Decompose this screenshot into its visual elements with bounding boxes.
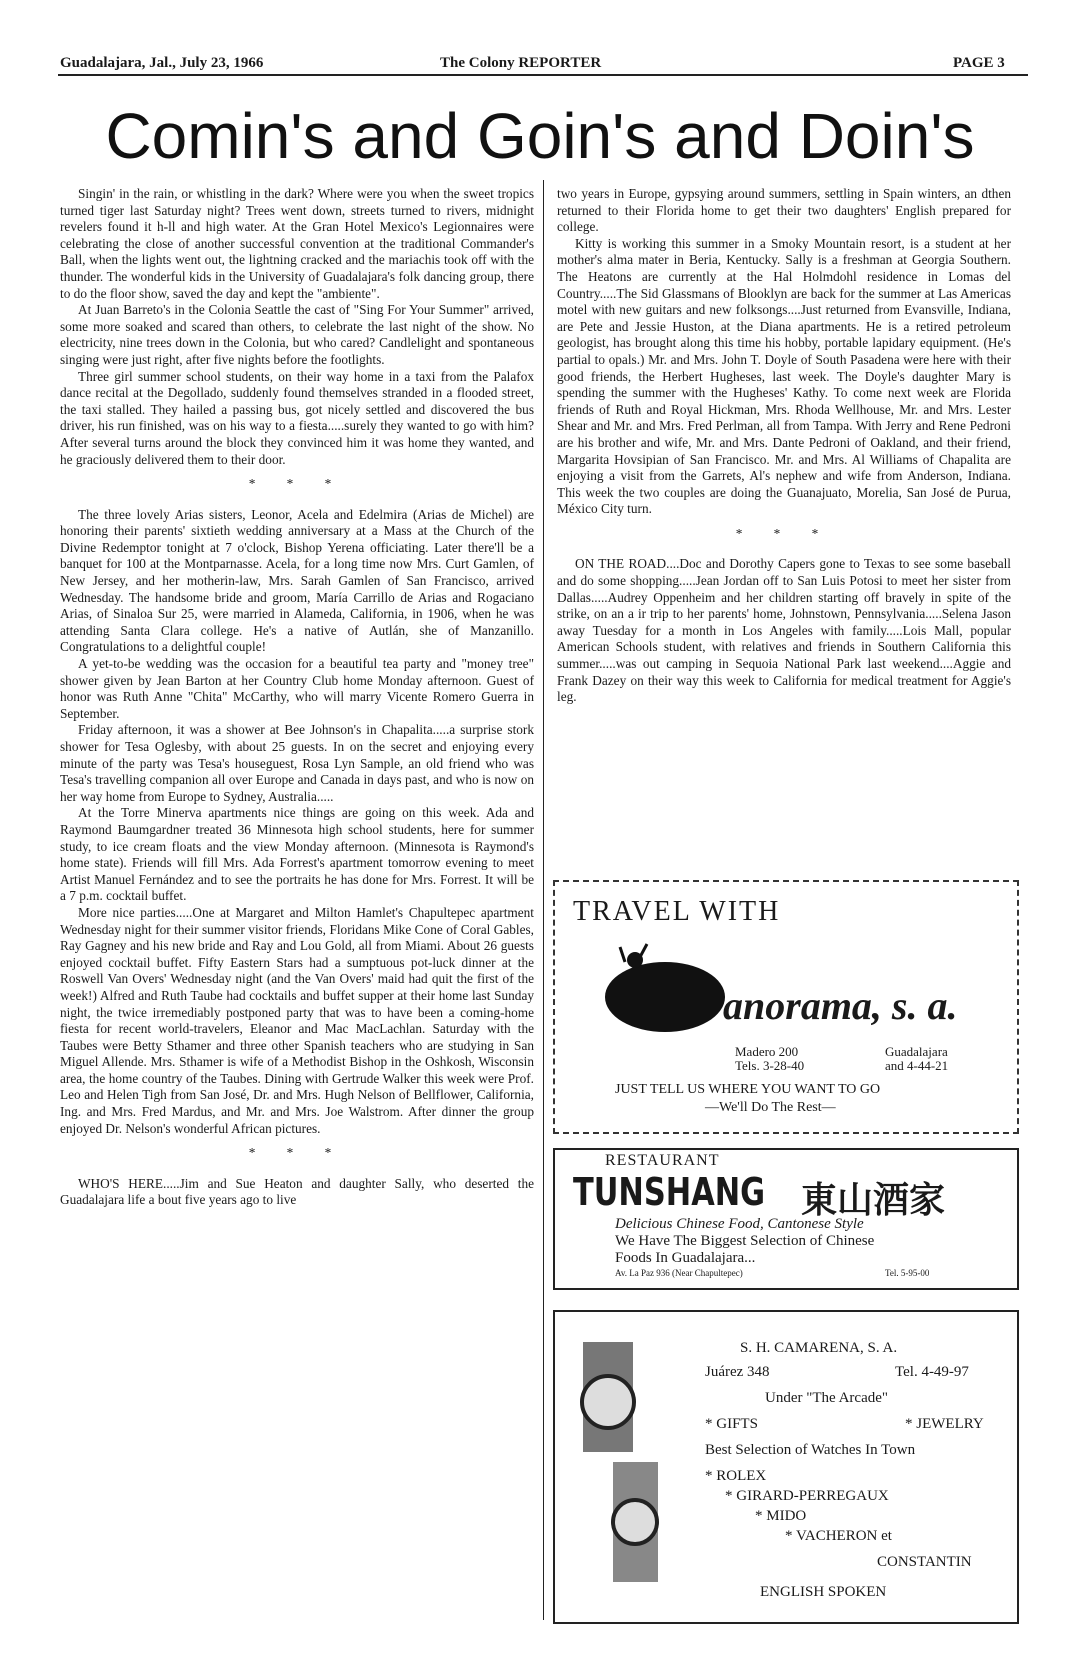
right-column bbox=[557, 186, 1011, 706]
section-separator: * * * bbox=[248, 1145, 346, 1161]
brand-2-label: GIRARD-PERREGAUX bbox=[736, 1488, 889, 1504]
paragraph: ON THE ROAD....Doc and Dorothy Capers gone to Texas to see some baseball and do some shopping.....Jean Jordan off to San Luis Potosi to meet her sister from Dallas.....Audrey Oppenheim and her children starting off bravely in spite of the strike, on an a ir trip to her parents' home, Johnstown, Pennsylvania.....Selena Jason away Tuesday for a month in Los Angeles with family.....Lois Mall, popular American Schools student, with relatives and friends in Southern California this summer.....was out camping in Sequoia National Park last weekend....Aggie and Frank Dazey on their way this week to California for medical treatment for Aggie's leg. bbox=[557, 556, 1011, 705]
travel-heading: TRAVEL WITH bbox=[573, 896, 781, 927]
brand-2: * GIRARD-PERREGAUX bbox=[725, 1488, 889, 1504]
travel-address-1a: Madero 200 bbox=[735, 1044, 799, 1059]
watches-english: ENGLISH SPOKEN bbox=[760, 1584, 887, 1600]
watches-company: S. H. CAMARENA, S. A. bbox=[740, 1340, 898, 1356]
watches-gifts: * GIFTS bbox=[705, 1416, 758, 1432]
paragraph: At Juan Barreto's in the Colonia Seattle the cast of "Sing For Your Summer" arrived, some more soaked and scared than others, to celebrate the last night of the show. No electricity, nine trees down in the Colonia, but who cared? Candlelight and spontaneous singing were just right, after five nights before the footlights. bbox=[60, 302, 534, 367]
travel-address-1b: Tels. 3-28-40 bbox=[735, 1058, 805, 1073]
travel-brand: anorama, s. a. bbox=[723, 983, 958, 1028]
watch-icon bbox=[563, 1332, 683, 1592]
travel-ad bbox=[553, 880, 1019, 1134]
restaurant-name: TUNSHANG bbox=[573, 1170, 766, 1214]
watches-jewelry-label: JEWELRY bbox=[916, 1416, 984, 1432]
paragraph: At the Torre Minerva apartments nice things are going on this week. Ada and Raymond Baumgardner treated 36 Minnesota high school students, here for summer study, to ice cream floats and the view Monday afternoon. (Minnesota is Raymond's home state). Friends will fill Mrs. Ada Forrest's apartment tomorrow evening to meet Artist Manuel Fernández and to see the portraits he has done for Mrs. Forrest. It will be a 7 p.m. cocktail buffet. bbox=[60, 805, 534, 904]
page-number: PAGE 3 bbox=[953, 55, 1005, 71]
restaurant-line-3: Foods In Guadalajara... bbox=[615, 1250, 756, 1266]
watches-street: Juárez 348 bbox=[705, 1364, 770, 1380]
header-rule bbox=[58, 74, 1028, 76]
paragraph: Three girl summer school students, on their way home in a taxi from the Palafox dance recital at the Degollado, suddenly found themselves stranded in a flooded street, the taxi stalled. They hailed a passing bus, got nicely settled and discovered the bus driver, his run finished, was on his way to a fiesta.....surely they wanted to go with him? After several turns around the block they convinced him it was home they wanted, and he graciously delivered them to their door. bbox=[60, 368, 534, 467]
restaurant-address: Av. La Paz 936 (Near Chapultepec) bbox=[615, 1268, 743, 1278]
headline: Comin's and Goin's and Doin's bbox=[105, 100, 975, 172]
watches-phone: Tel. 4-49-97 bbox=[895, 1364, 969, 1380]
watches-gifts-label: GIFTS bbox=[716, 1416, 758, 1432]
restaurant-label: RESTAURANT bbox=[605, 1152, 720, 1169]
panorama-logo-icon bbox=[595, 942, 725, 1042]
watches-best: Best Selection of Watches In Town bbox=[705, 1442, 916, 1458]
restaurant-tagline: Delicious Chinese Food, Cantonese Style bbox=[615, 1216, 864, 1232]
brand-4: * VACHERON et bbox=[785, 1528, 892, 1544]
travel-slogan-2: —We'll Do The Rest— bbox=[705, 1100, 836, 1115]
watches-jewelry: * JEWELRY bbox=[905, 1416, 984, 1432]
section-separator: * * * bbox=[248, 476, 346, 492]
paragraph: More nice parties.....One at Margaret and Milton Hamlet's Chapultepec apartment Wednesday night for their summer visitor friends, Floridans Mike Cone of Coral Gables, Ray Gagney and his new bride and Ray and Lou Gold, all from Miami. About 26 guests enjoyed cocktail buffet. Fifty Eastern Stars had a sumptuous pot-luck dinner at the Roswell Van Overs' Wednesday night (and the Van Overs' maid had quit the first of the week!) Alfred and Ruth Taube had cocktails and buffet supper at their home last Sunday night, the twice irremediably postponed party that was to have been a coming-home fiesta for recent world-travelers, Eleanor and Mac MacLachlan. Saturday with the Taubes were Betty Sthamer and three other Spanish teachers who are studying in San Miguel Allende. Mrs. Sthamer is wife of a Methodist Bishop in the Oshkosh, Wisconsin area, the home country of the Taubes. Dining with Gertrude Walker this week were Prof. Leo and Helen Tigh from San José, Dr. and Mrs. Hugh Nelson of Bellflower, California, Ing. and Mrs. Fred Mardus, and Mr. and Mrs. Joe Walstrom. After dinner the group enjoyed Dr. Nelson's wonderful African pictures. bbox=[60, 904, 534, 1136]
paragraph: WHO'S HERE.....Jim and Sue Heaton and daughter Sally, who deserted the Guadalajara life a bout five years ago to live bbox=[60, 1175, 534, 1208]
paragraph: two years in Europe, gypsying around summers, settling in Spain winters, an dthen returned to their Florida home to get their two daughters' English prepared for college. bbox=[557, 186, 1011, 235]
restaurant-ad bbox=[553, 1148, 1019, 1290]
column-divider bbox=[543, 180, 544, 1620]
paragraph: The three lovely Arias sisters, Leonor, Acela and Edelmira (Arias de Michel) are honoring their parents' sixtieth wedding anniversary at a Mass at the Church of the Divine Redemptor tonight at 7 o'clock, Bishop Yerena officiating. Later there'll be a banquet for 100 at the Montparnasse. Acela, for a long time now Mrs. Curt Gamlen, of New Jersey, and her motherin-law, Mrs. Sarah Gamlen of San Francisco, arrived Wednesday. The handsome bride and groom, María Carrillo de Arias and Rogaciano Arias, of Sinaloa Sur 25, were married in Alameda, California, in 1906, when he was attending Santa Clara college. He's a native of Autlán, she of Manzanillo. Congratulations to a delightful couple! bbox=[60, 506, 534, 655]
section-separator: * * * bbox=[735, 525, 833, 541]
watches-ad bbox=[553, 1310, 1019, 1624]
dateline: Guadalajara, Jal., July 23, 1966 bbox=[60, 55, 264, 71]
paragraph: Kitty is working this summer in a Smoky Mountain resort, is a student at her mother's alma mater in Beria, Kentucky. Sally is a freshman at Georgia Southern. The Heatons are currently at the Hal Holmdohl residence in Lomas del Country.....The Sid Glassmans of Blooklyn are back for the summer at Las Americas motel with new guitars and new folksongs....Just returned from Evansville, Indiana, are Pete and Jessie Huston, at the Diana apartments. He is a retired petroleum geologist, has brought along this time his hobby, portable lapidary equipment. (He's partial to opals.) Mr. and Mrs. John T. Doyle of South Pasadena were here with their good friends, the Herbert Hugheses, last week. The Doyle's daughter Mary is spending the summer with the Hugheses' Kathy. To come next week are Florida friends of Ruth and Royal Hickman, Mrs. Rhoda Wellhouse, Mr. and Mrs. Lester Shear and Mr. and Mrs. Fred Perlman, all from Tampa. With Jerry and Rene Pedroni are his brother and wife, Mr. and Mrs. Dante Pedroni of Oakland, and their friend, Margarita Hovsipian of San Francisco. Mr. and Mrs. Al Williams of Chapalita are enjoying a visit from the Garrets, Al's nephew and wife from Anderson, Indiana. This week the two couples are doing the Guanajuato, Morelia, San José de Purua, México City turn. bbox=[557, 235, 1011, 517]
paragraph: Singin' in the rain, or whistling in the dark? Where were you when the sweet tropics turned tiger last Saturday night? Trees went down, streets turned to rivers, midnight revelers found it h-ll and high water. At the Gran Hotel Mexico's Legionnaires were celebrating the close of another successful convention at the traditional Commander's Ball, when the lights went out, the lightning cracked and the mariachis took off with the thunder. The wonderful kids in the University of Guadalajara's folk dancing group, there to do the floor show, saved the day and kept the "ambiente". bbox=[60, 186, 534, 301]
paragraph: Friday afternoon, it was a shower at Bee Johnson's in Chapalita.....a surprise stork shower for Tesa Oglesby, with about 25 guests. In on the secret and enjoying every minute of the party was Tesa's houseguest, Rosa Lyn Sample, an old friend who was Tesa's travelling companion all over Europe and Canada in days past, and who is now on her way home from Europe to Sydney, Australia..... bbox=[60, 722, 534, 804]
brand-3-label: MIDO bbox=[766, 1508, 807, 1524]
restaurant-chinese-name: 東山酒家 bbox=[801, 1180, 946, 1221]
restaurant-phone: Tel. 5-95-00 bbox=[885, 1268, 930, 1278]
paper-name: The Colony REPORTER bbox=[440, 55, 602, 71]
brand-1: * ROLEX bbox=[705, 1468, 767, 1484]
brand-3: * MIDO bbox=[755, 1508, 807, 1524]
restaurant-line-2: We Have The Biggest Selection of Chinese bbox=[615, 1233, 875, 1249]
brand-1-label: ROLEX bbox=[716, 1468, 767, 1484]
brand-4-label: VACHERON et bbox=[795, 1528, 892, 1544]
watches-location: Under "The Arcade" bbox=[765, 1390, 889, 1406]
left-column bbox=[60, 186, 534, 1209]
brand-5: CONSTANTIN bbox=[877, 1554, 972, 1570]
travel-slogan: JUST TELL US WHERE YOU WANT TO GO bbox=[615, 1082, 881, 1097]
paragraph: A yet-to-be wedding was the occasion for a beautiful tea party and "money tree" shower given by Jean Barton at her Country Club home Monday afternoon. Guest of honor was Ruth Anne "Chita" McCarthy, who will marry Vicente Romero Guerra in September. bbox=[60, 656, 534, 721]
travel-address-2a: Guadalajara bbox=[885, 1044, 948, 1059]
travel-address-2b: and 4-44-21 bbox=[885, 1058, 949, 1073]
